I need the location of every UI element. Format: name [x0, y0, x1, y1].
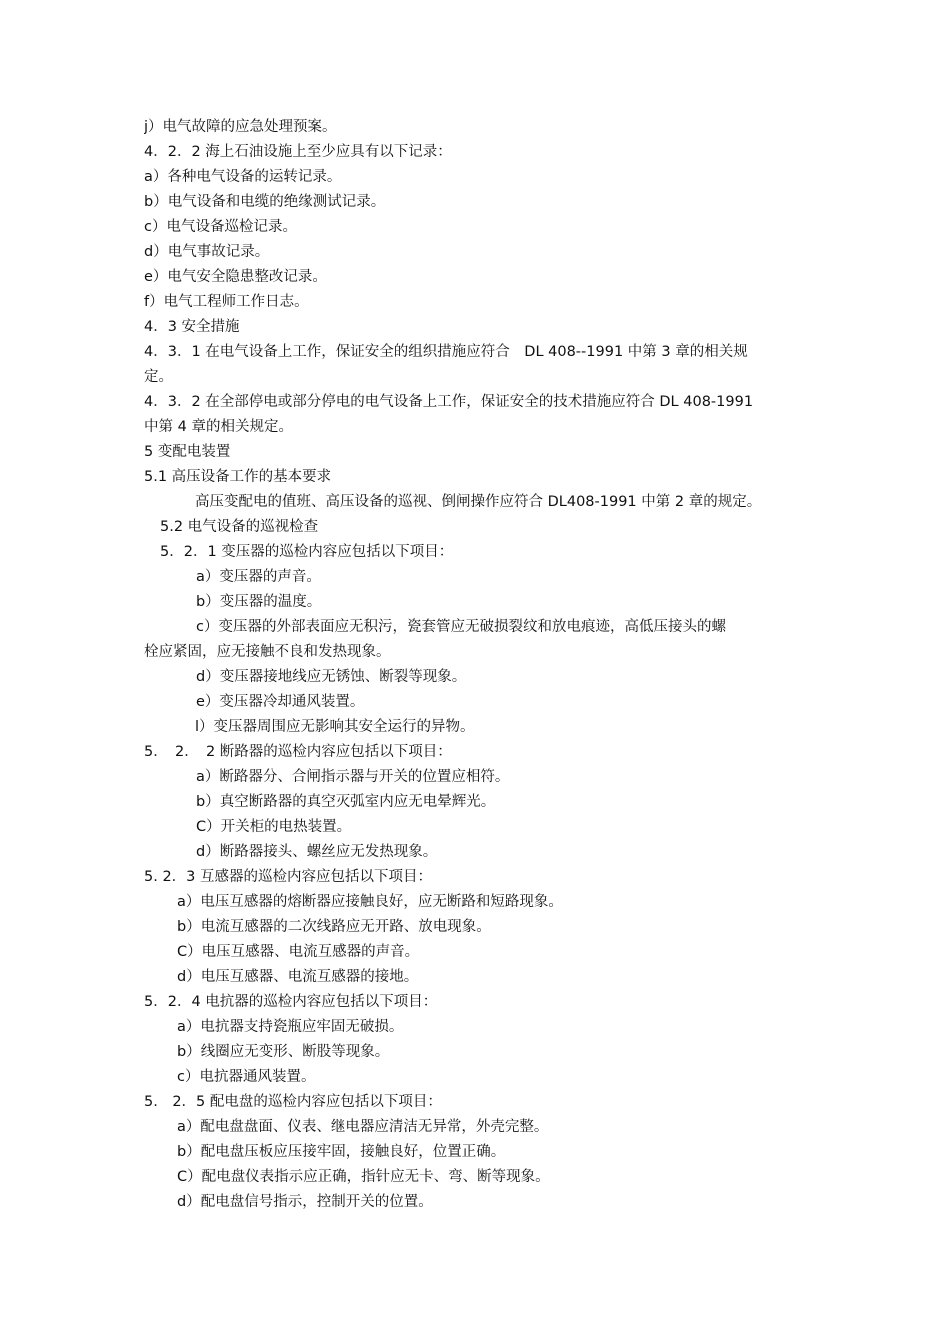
clause-5-2-5-heading: 5. 2．5 配电盘的巡检内容应包括以下项目：: [144, 1094, 442, 1110]
section-5-1-text: 高压变配电的值班、高压设备的巡视、倒闸操作应符合 DL408-1991 中第 2 章的规定。: [195, 494, 762, 510]
breaker-item-d: d）断路器接头、螺丝应无发热现象。: [196, 844, 438, 860]
transformer-item-c: c）变压器的外部表面应无积污，瓷套管应无破损裂纹和放电痕迹，高低压接头的螺: [196, 619, 726, 635]
section-4-3-heading: 4．3 安全措施: [144, 319, 240, 335]
transformer-item-b: b）变压器的温度。: [196, 594, 322, 610]
list-item-f: f）电气工程师工作日志。: [144, 294, 309, 310]
list-item-e: e）电气安全隐患整改记录。: [144, 269, 327, 285]
breaker-item-a: a）断路器分、合闸指示器与开关的位置应相符。: [196, 769, 510, 785]
clause-4-3-1-text-cont: 定。: [144, 369, 173, 385]
section-5-2-heading: 5.2 电气设备的巡视检查: [160, 519, 319, 535]
list-item-c: c）电气设备巡检记录。: [144, 219, 297, 235]
transformer-instrument-item-b: b）电流互感器的二次线路应无开路、放电现象。: [177, 919, 491, 935]
clause-4-3-1-text: 4．3．1 在电气设备上工作，保证安全的组织措施应符合 DL 408--1991 中第 3 章的相关规: [144, 344, 748, 360]
list-item-b: b）电气设备和电缆的绝缘测试记录。: [144, 194, 386, 210]
reactor-item-b: b）线圈应无变形、断股等现象。: [177, 1044, 390, 1060]
transformer-item-a: a）变压器的声音。: [196, 569, 321, 585]
switchboard-item-a: a）配电盘盘面、仪表、继电器应清洁无异常，外壳完整。: [177, 1119, 549, 1135]
transformer-item-e: e）变压器冷却通风装置。: [196, 694, 365, 710]
list-item-j-emergency-plan: j）电气故障的应急处理预案。: [144, 119, 337, 135]
section-5-1-heading: 5.1 高压设备工作的基本要求: [144, 469, 332, 485]
list-item-d: d）电气事故记录。: [144, 244, 270, 260]
transformer-item-l: l）变压器周围应无影响其安全运行的异物。: [195, 719, 475, 735]
switchboard-item-d: d）配电盘信号指示，控制开关的位置。: [177, 1194, 433, 1210]
clause-4-3-2-text: 4．3．2 在全部停电或部分停电的电气设备上工作，保证安全的技术措施应符合 DL 408-1991: [144, 394, 754, 410]
clause-5-2-3-heading: 5. 2．3 互感器的巡检内容应包括以下项目：: [144, 869, 433, 885]
clause-4-2-2-heading: 4．2．2 海上石油设施上至少应具有以下记录：: [144, 144, 452, 160]
chapter-5-heading: 5 变配电装置: [144, 444, 231, 460]
clause-4-3-2-text-cont: 中第 4 章的相关规定。: [144, 419, 293, 435]
clause-5-2-4-heading: 5．2．4 电抗器的巡检内容应包括以下项目：: [144, 994, 438, 1010]
reactor-item-a: a）电抗器支持瓷瓶应牢固无破损。: [177, 1019, 404, 1035]
transformer-instrument-item-c: C）电压互感器、电流互感器的声音。: [177, 944, 420, 960]
transformer-item-d: d）变压器接地线应无锈蚀、断裂等现象。: [196, 669, 467, 685]
breaker-item-b: b）真空断路器的真空灭弧室内应无电晕辉光。: [196, 794, 496, 810]
switchboard-item-c: C）配电盘仪表指示应正确，指针应无卡、弯、断等现象。: [177, 1169, 550, 1185]
transformer-instrument-item-d: d）电压互感器、电流互感器的接地。: [177, 969, 419, 985]
list-item-a: a）各种电气设备的运转记录。: [144, 169, 342, 185]
clause-5-2-2-heading: 5． 2． 2 断路器的巡检内容应包括以下项目：: [144, 744, 452, 760]
transformer-instrument-item-a: a）电压互感器的熔断器应接触良好，应无断路和短路现象。: [177, 894, 563, 910]
transformer-item-c-cont: 栓应紧固，应无接触不良和发热现象。: [144, 644, 391, 660]
switchboard-item-b: b）配电盘压板应压接牢固，接触良好，位置正确。: [177, 1144, 506, 1160]
breaker-item-c: C）开关柜的电热装置。: [196, 819, 352, 835]
reactor-item-c: c）电抗器通风装置。: [177, 1069, 316, 1085]
clause-5-2-1-heading: 5．2．1 变压器的巡检内容应包括以下项目：: [160, 544, 454, 560]
